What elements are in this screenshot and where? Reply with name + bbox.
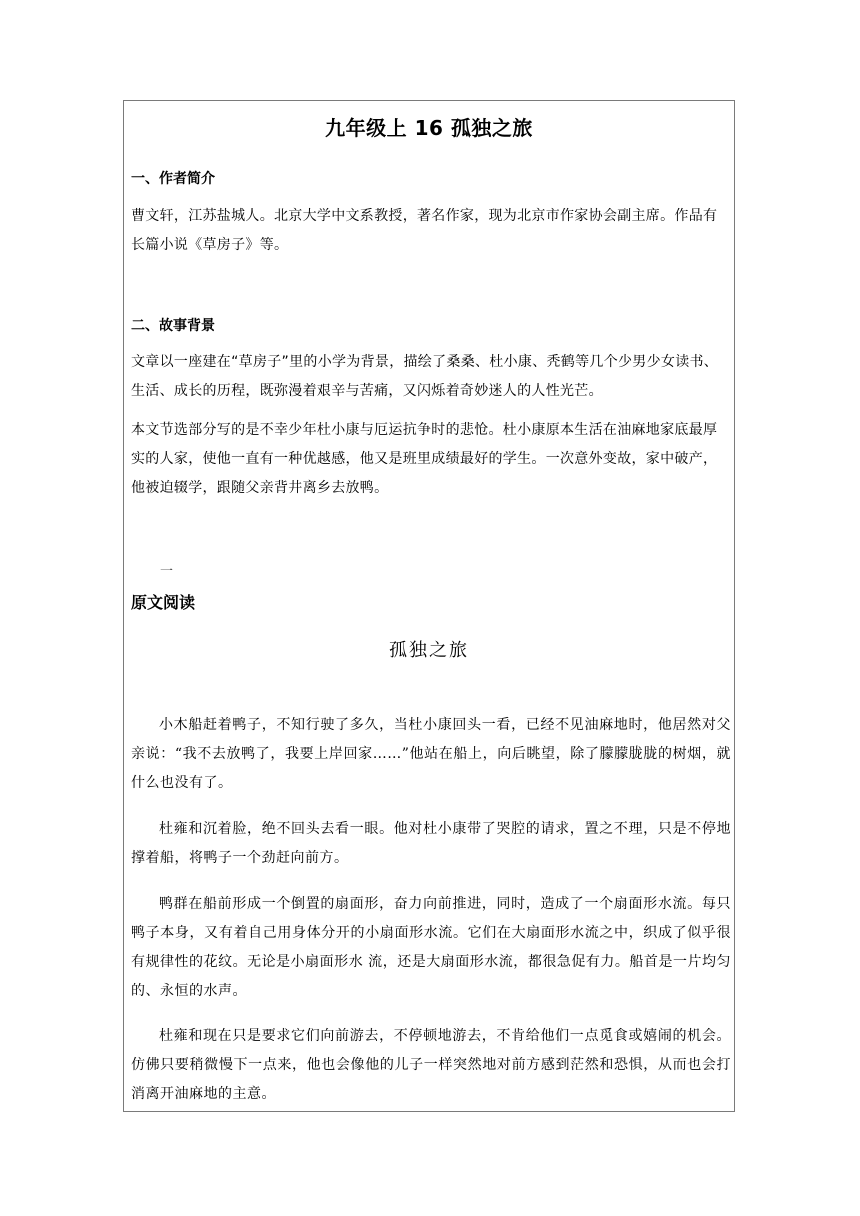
dash-mark: 一 [160, 564, 174, 579]
page-title: 九年级上 16 孤独之旅 [325, 116, 533, 140]
reading-paragraph-4: 杜雍和现在只是要求它们向前游去，不停顿地游去，不肯给他们一点觅食或嬉闹的机会。仿佛只要稍微慢下一点来，他也会像他的儿子一样突然地对前方感到茫然和恐惧，从而也会打消离开油麻地的主意。 [131, 1028, 731, 1102]
reading-paragraph-2: 杜雍和沉着脸，绝不回头去看一眼。他对杜小康带了哭腔的请求，置之不理，只是不停地撑着船，将鸭子一个劲赶向前方。 [131, 821, 731, 866]
section-heading-background: 二、故事背景 [131, 318, 215, 334]
background-paragraph-2: 本文节选部分写的是不幸少年杜小康与厄运抗争时的悲怆。杜小康原本生活在油麻地家底最厚实的人家，使他一直有一种优越感，他又是班里成绩最好的学生。一次意外变故，家中破产，他被迫辍学，跟随父亲背井离乡去放鸭。 [131, 422, 718, 496]
section-heading-author: 一、作者简介 [131, 171, 215, 187]
reading-paragraph-1: 小木船赶着鸭子，不知行驶了多久，当杜小康回头一看，已经不见油麻地时，他居然对父亲说：“我不去放鸭了，我要上岸回家……”他站在船上，向后眺望，除了朦朦胧胧的树烟，就什么也没有了。 [131, 717, 731, 791]
reading-paragraph-3: 鸭群在船前形成一个倒置的扇面形，奋力向前推进，同时，造成了一个扇面形水流。每只鸭子本身，又有着自己用身体分开的小扇面形水流。它们在大扇面形水流之中，织成了似乎很有规律性的花纹。无论是小扇面形水 流，还是大扇面形水流，都很急促有力。船首是一片均匀的、永恒的水声。 [131, 896, 731, 999]
reading-title: 孤独之旅 [389, 640, 469, 661]
reading-heading: 原文阅读 [131, 593, 196, 612]
author-paragraph: 曹文轩，江苏盐城人。北京大学中文系教授，著名作家，现为北京市作家协会副主席。作品有长篇小说《草房子》等。 [131, 208, 718, 253]
background-paragraph-1: 文章以一座建在“草房子”里的小学为背景，描绘了桑桑、杜小康、秃鹤等几个少男少女读书、生活、成长的历程，既弥漫着艰辛与苦痛，又闪烁着奇妙迷人的人性光芒。 [131, 354, 719, 399]
